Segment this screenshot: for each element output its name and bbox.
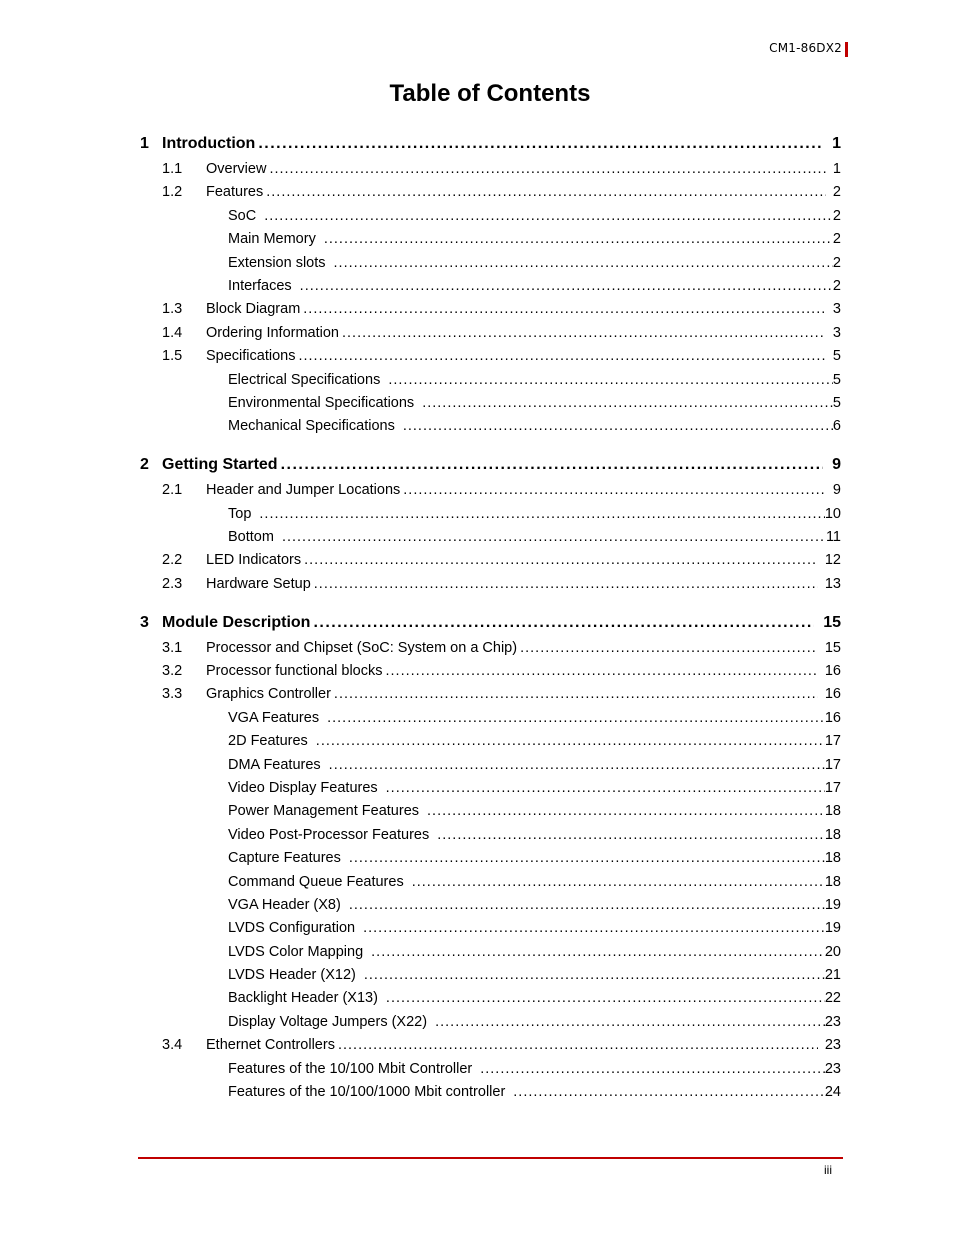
toc-entry[interactable] <box>228 826 841 844</box>
toc-entry-number: 3.1 <box>162 640 183 656</box>
toc-dot-leader <box>513 1083 825 1101</box>
toc-dot-leader <box>327 709 825 727</box>
toc-entry-title: Capture Features <box>228 850 341 866</box>
toc-entry-title: Overview <box>206 161 267 177</box>
toc-entry-page: 15 <box>823 614 841 631</box>
toc-entry-page: 9 <box>832 482 841 498</box>
document-code: CM1-86DX2 <box>769 41 842 55</box>
toc-entry-title: 2D Features <box>228 733 308 749</box>
toc-entry-number: 3.3 <box>162 686 183 702</box>
toc-dot-leader <box>427 802 825 820</box>
toc-entry[interactable] <box>140 456 841 474</box>
toc-entry-number: 3.2 <box>162 663 183 679</box>
toc-entry[interactable] <box>140 614 841 632</box>
toc-entry-title: Specifications <box>206 348 296 364</box>
toc-entry-title: Interfaces <box>228 278 292 294</box>
toc-entry-page: 19 <box>824 897 841 913</box>
toc-entry-number: 2 <box>140 456 149 473</box>
toc-dot-leader <box>364 966 825 984</box>
toc-entry-title: Getting Started <box>162 456 278 473</box>
toc-entry-page: 21 <box>824 967 841 983</box>
toc-entry-number: 1.4 <box>162 325 183 341</box>
toc-entry-number: 2.3 <box>162 576 183 592</box>
toc-entry[interactable] <box>162 575 841 593</box>
toc-entry-number: 1.2 <box>162 184 183 200</box>
toc-entry[interactable] <box>228 919 841 937</box>
toc-entry-title: Extension slots <box>228 255 326 271</box>
toc-entry-page: 1 <box>832 161 841 177</box>
toc-entry-title: Command Queue Features <box>228 874 404 890</box>
toc-entry-title: VGA Header (X8) <box>228 897 341 913</box>
toc-entry-page: 18 <box>824 874 841 890</box>
toc-entry-title: Electrical Specifications <box>228 372 381 388</box>
toc-dot-leader <box>304 551 818 569</box>
toc-entry-title: Ethernet Controllers <box>206 1037 335 1053</box>
toc-dot-leader <box>324 230 833 248</box>
toc-entry-title: Video Post-Processor Features <box>228 827 430 843</box>
toc-entry-number: 2.2 <box>162 552 183 568</box>
toc-entry-page: 15 <box>824 640 841 656</box>
toc-entry-title: Block Diagram <box>206 301 301 317</box>
toc-dot-leader <box>303 300 826 318</box>
toc-entry-title: Header and Jumper Locations <box>206 482 401 498</box>
toc-entry[interactable] <box>228 896 841 914</box>
toc-dot-leader <box>388 371 833 389</box>
toc-entry[interactable] <box>162 685 841 703</box>
toc-dot-leader <box>329 756 825 774</box>
toc-entry-page: 24 <box>824 1084 841 1100</box>
toc-entry[interactable] <box>162 481 841 499</box>
toc-entry-title: SoC <box>228 208 257 224</box>
toc-entry-page: 3 <box>832 301 841 317</box>
toc-entry[interactable] <box>162 551 841 569</box>
toc-entry-page: 16 <box>824 710 841 726</box>
toc-entry-title: Bottom <box>228 529 274 545</box>
toc-entry-title: Features of the 10/100/1000 Mbit controller <box>228 1084 506 1100</box>
toc-dot-leader <box>403 417 833 435</box>
toc-dot-leader <box>334 254 833 272</box>
toc-entry[interactable] <box>228 1013 841 1031</box>
toc-entry[interactable] <box>228 802 841 820</box>
toc-entry-page: 17 <box>824 733 841 749</box>
toc-entry[interactable] <box>162 183 841 201</box>
toc-entry-number: 1.3 <box>162 301 183 317</box>
toc-entry[interactable] <box>228 394 841 412</box>
toc-dot-leader <box>258 135 823 153</box>
toc-dot-leader <box>435 1013 825 1031</box>
toc-dot-leader <box>386 662 818 680</box>
toc-entry-title: Features <box>206 184 264 200</box>
toc-dot-leader <box>349 896 825 914</box>
toc-entry[interactable] <box>162 662 841 680</box>
toc-entry[interactable] <box>162 324 841 342</box>
toc-entry-page: 17 <box>824 780 841 796</box>
toc-dot-leader <box>422 394 833 412</box>
toc-dot-leader <box>371 943 825 961</box>
toc-dot-leader <box>412 873 825 891</box>
toc-entry-page: 6 <box>832 418 841 434</box>
toc-entry-page: 9 <box>832 456 841 473</box>
toc-entry[interactable] <box>162 300 841 318</box>
toc-entry-page: 22 <box>824 990 841 1006</box>
toc-entry[interactable] <box>228 230 841 248</box>
toc-entry-page: 5 <box>832 348 841 364</box>
toc-entry-page: 18 <box>824 827 841 843</box>
toc-entry-number: 1 <box>140 135 149 152</box>
toc-entry-page: 18 <box>824 803 841 819</box>
toc-entry[interactable] <box>162 160 841 178</box>
toc-entry-page: 5 <box>832 395 841 411</box>
toc-dot-leader <box>334 685 818 703</box>
toc-entry-title: Processor and Chipset (SoC: System on a Chip) <box>206 640 518 656</box>
toc-entry-title: LVDS Configuration <box>228 920 356 936</box>
toc-dot-leader <box>338 1036 818 1054</box>
toc-entry-number: 1.5 <box>162 348 183 364</box>
toc-entry-page: 2 <box>832 255 841 271</box>
toc-entry-title: LVDS Color Mapping <box>228 944 364 960</box>
toc-entry[interactable] <box>162 1036 841 1054</box>
toc-entry-title: Main Memory <box>228 231 316 247</box>
toc-entry[interactable] <box>140 135 841 153</box>
toc-entry-page: 5 <box>832 372 841 388</box>
toc-dot-leader <box>282 528 826 546</box>
toc-entry-title: Power Management Features <box>228 803 420 819</box>
toc-entry[interactable] <box>228 779 841 797</box>
toc-entry-page: 18 <box>824 850 841 866</box>
toc-dot-leader <box>342 324 826 342</box>
toc-entry-title: Environmental Specifications <box>228 395 415 411</box>
toc-entry-title: Features of the 10/100 Mbit Controller <box>228 1061 473 1077</box>
toc-entry[interactable] <box>228 417 841 435</box>
toc-entry-title: VGA Features <box>228 710 320 726</box>
toc-entry-number: 3.4 <box>162 1037 183 1053</box>
toc-entry[interactable] <box>228 989 841 1007</box>
toc-entry-title: Top <box>228 506 252 522</box>
toc-entry[interactable] <box>228 849 841 867</box>
toc-entry-page: 23 <box>824 1061 841 1077</box>
toc-dot-leader <box>437 826 825 844</box>
toc-entry-page: 3 <box>832 325 841 341</box>
toc-entry-title: DMA Features <box>228 757 321 773</box>
toc-entry[interactable] <box>162 347 841 365</box>
toc-entry-page: 2 <box>832 184 841 200</box>
toc-entry-title: Display Voltage Jumpers (X22) <box>228 1014 428 1030</box>
toc-entry-page: 12 <box>824 552 841 568</box>
toc-dot-leader <box>281 456 824 474</box>
footer-page-number: iii <box>824 1163 832 1177</box>
toc-dot-leader <box>313 614 814 632</box>
page-title: Table of Contents <box>389 80 591 107</box>
toc-dot-leader <box>386 779 825 797</box>
toc-entry-title: Graphics Controller <box>206 686 331 702</box>
toc-entry-page: 1 <box>832 135 841 152</box>
toc-dot-leader <box>386 989 825 1007</box>
toc-entry-title: Processor functional blocks <box>206 663 383 679</box>
toc-entry-title: Video Display Features <box>228 780 378 796</box>
toc-dot-leader <box>298 347 825 365</box>
toc-entry-page: 11 <box>825 529 841 545</box>
toc-entry[interactable] <box>228 873 841 891</box>
toc-entry[interactable] <box>228 528 841 546</box>
toc-dot-leader <box>363 919 825 937</box>
toc-entry-page: 17 <box>824 757 841 773</box>
toc-dot-leader <box>403 481 826 499</box>
toc-entry-page: 16 <box>824 686 841 702</box>
toc-dot-leader <box>349 849 825 867</box>
toc-entry-page: 19 <box>824 920 841 936</box>
toc-dot-leader <box>259 505 824 523</box>
toc-entry-title: Mechanical Specifications <box>228 418 395 434</box>
toc-entry[interactable] <box>228 277 841 295</box>
toc-entry[interactable] <box>162 639 841 657</box>
toc-dot-leader <box>480 1060 825 1078</box>
toc-entry-title: Module Description <box>162 614 311 631</box>
toc-entry[interactable] <box>228 207 841 225</box>
toc-dot-leader <box>314 575 818 593</box>
toc-entry-page: 16 <box>824 663 841 679</box>
toc-entry[interactable] <box>228 254 841 272</box>
toc-entry[interactable] <box>228 709 841 727</box>
toc-entry-title: Introduction <box>162 135 256 152</box>
toc-entry[interactable] <box>228 371 841 389</box>
toc-entry-title: Hardware Setup <box>206 576 311 592</box>
toc-entry-page: 10 <box>824 506 841 522</box>
toc-dot-leader <box>266 183 826 201</box>
toc-dot-leader <box>264 207 833 225</box>
toc-dot-leader <box>300 277 833 295</box>
toc-entry-page: 20 <box>824 944 841 960</box>
toc-dot-leader <box>269 160 825 178</box>
toc-entry[interactable] <box>228 756 841 774</box>
toc-entry-number: 3 <box>140 614 149 631</box>
toc-entry-page: 23 <box>824 1014 841 1030</box>
toc-entry-page: 13 <box>824 576 841 592</box>
toc-entry-title: Backlight Header (X13) <box>228 990 378 1006</box>
toc-entry[interactable] <box>228 732 841 750</box>
footer-divider <box>138 1157 843 1159</box>
toc-dot-leader <box>520 639 818 657</box>
toc-entry-title: LVDS Header (X12) <box>228 967 356 983</box>
toc-entry-number: 2.1 <box>162 482 183 498</box>
toc-entry[interactable] <box>228 966 841 984</box>
toc-entry-number: 1.1 <box>162 161 183 177</box>
toc-entry-page: 2 <box>832 278 841 294</box>
toc-entry[interactable] <box>228 1060 841 1078</box>
toc-entry-page: 23 <box>824 1037 841 1053</box>
toc-dot-leader <box>316 732 825 750</box>
toc-entry[interactable] <box>228 1083 841 1101</box>
toc-entry-page: 2 <box>832 231 841 247</box>
toc-entry[interactable] <box>228 943 841 961</box>
toc-entry-title: LED Indicators <box>206 552 302 568</box>
toc-entry[interactable] <box>228 505 841 523</box>
toc-entry-page: 2 <box>832 208 841 224</box>
toc-entry-title: Ordering Information <box>206 325 339 341</box>
